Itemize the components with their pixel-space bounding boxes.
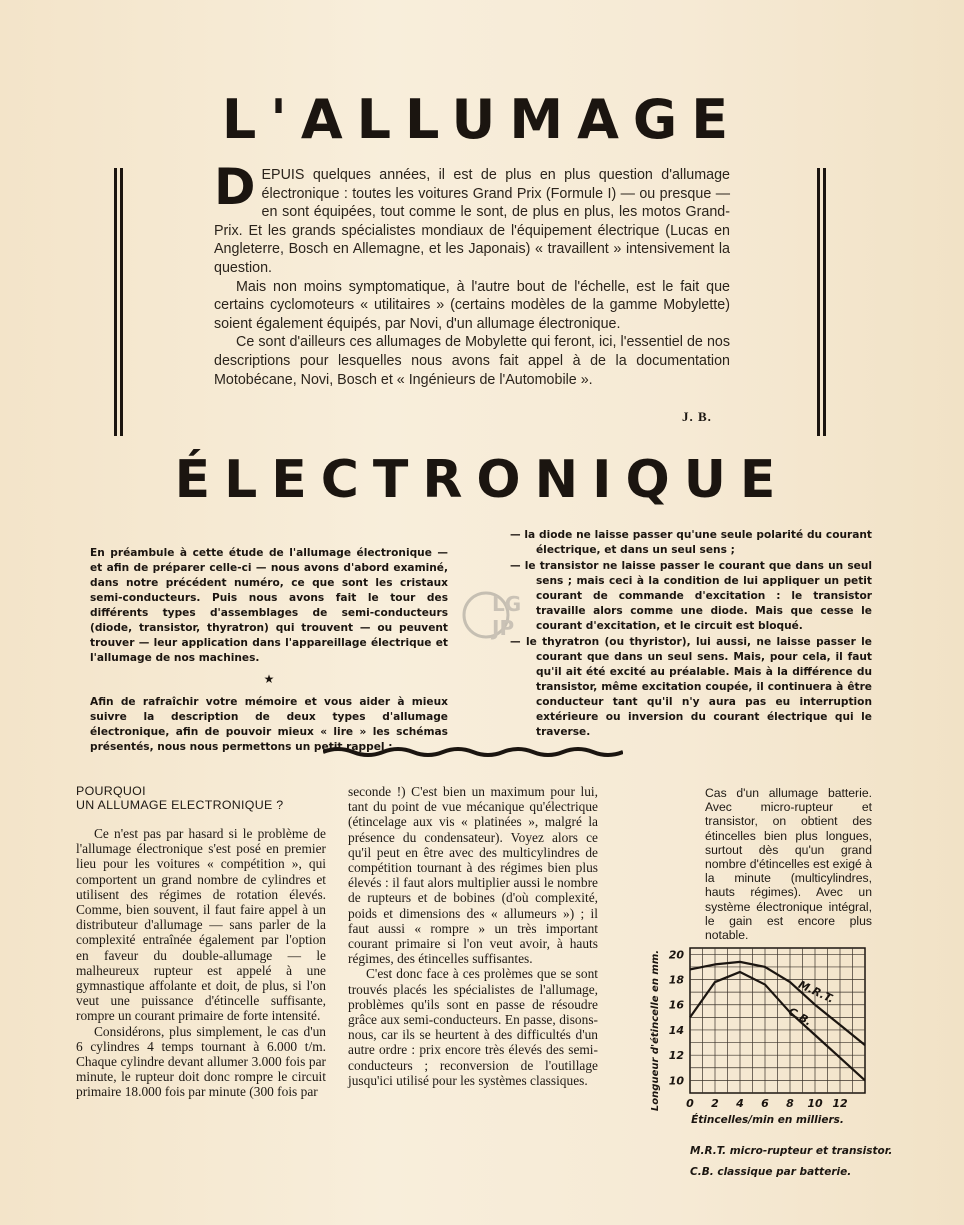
watermark-text-1: LG [492,592,522,616]
y-tick-label: 16 [668,998,684,1012]
article-column-1 [76,784,326,1100]
x-tick-label: 0 [686,1097,694,1110]
y-tick-label: 18 [668,973,684,987]
column-2-paragraph-2: C'est donc face à ces prolèmes que se sont trouvés placés les spécialistes de l'allumage, problèmes qu'ils sont en passe de résoudre grâce aux semi-conducteurs. En passe, disons-nous, car ils se heurtent à des difficultés d'un autre ordre : prix encore très élevés des semi-conducteurs ; reconversion de l'outillage jusqu'ici utilisé pour les systèmes classiques. [348,966,598,1088]
legend-mrt: M.R.T. micro-rupteur et transistor. [690,1145,893,1157]
series-label-mrt: M.R.T. [796,978,836,1006]
decorative-bars-right [817,168,827,436]
drop-cap: D [214,158,256,216]
y-axis-label: Longueur d'étincelle en mm. [650,949,661,1112]
list-item-thyratron: — le thyratron (ou thyristor), lui aussi, ne laisse passer le courant que dans un seul sens. Mais, pour cela, il faut qu'il ait été excité au préalable. Mais à la différence du transistor, même excitation coupée, il continuera à être conducteur tant qu'il n'y aura pas eu interruption extérieure ou inversion du courant électrique qui le traverse. [510,636,872,738]
preamble-paragraph-2: Afin de rafraîchir votre mémoire et vous aider à mieux suivre la description de deux types d'allumage électronique, afin de pouvoir mieux « lire » les schémas présentés, nous nous permettons un petit rappel : [90,696,448,753]
preamble-right [510,528,872,741]
x-tick-label: 8 [786,1097,794,1110]
column-1-paragraph-2: Considérons, plus simplement, le cas d'un 6 cylindres 4 temps tournant à 6.000 t/m. Chaque cylindre devant allumer 3.000 fois par minute, le rupteur doit donc rompre le circuit primaire 18.000 fois par minute (300 fois par [76,1023,326,1100]
watermark-text-2: JP [492,616,515,640]
y-tick-label: 10 [668,1074,684,1088]
intro-text [214,158,730,389]
star-separator: ★ [263,672,275,686]
watermark-logo [462,585,528,645]
figure-caption: Cas d'un allumage batterie. Avec micro-rupteur et transistor, on obtient des étincelles bien plus longues, surtout dès qu'un grand nombre d'étincelles est exigé à la minute (multicylindres, hauts régimes). Avec un système électronique intégral, le gain est encore plus notable. [705,786,872,943]
intro-p1-text: EPUIS quelques années, il est de plus en plus question d'allumage électronique : toutes les voitures Grand Prix (Formule I) — ou presque — en sont équipées, tout comme le sont, de plus en plus, les motos Grand-Prix. Et les grands spécialistes mondiaux de l'équipement électrique (Lucas en Angleterre, Bosch en Allemagne, et les Japonais) « travaillent » intensivement la question. [214,167,730,276]
x-tick-label: 2 [711,1097,719,1110]
y-tick-label: 12 [668,1049,684,1063]
x-tick-label: 12 [832,1097,848,1110]
y-tick-label: 20 [668,948,684,962]
list-item-diode: — la diode ne laisse passer qu'une seule polarité du courant électrique, et dans un seul sens ; [510,529,872,556]
x-axis-label: Étincelles/min en milliers. [691,1114,844,1126]
intro-paragraph-2: Mais non moins symptomatique, à l'autre bout de l'échelle, est le fait que certains cyclomoteurs « utilitaires » (certains modèles de la gamme Mobylette) soient également équipés, par Novi, d'un allumage électronique. [214,278,730,332]
intro-paragraph-3: Ce sont d'ailleurs ces allumages de Mobylette qui feront, ici, l'essentiel de nos descriptions pour lesquelles nous avons fait appel à de la documentation Motobécane, Novi, Bosch et « Ingénieurs de l'Automobile ». [214,334,730,388]
column-2-paragraph-1: seconde !) C'est bien un maximum pour lui, tant du point de vue mécanique qu'électrique (étincelage aux vis « platinées », malgré la présence du condensateur). Voyez alors ce qu'il peut en être avec des multicylindres de compétition tournant à des régimes bien plus élevés : il faut alors multiplier aussi le nombre de rupteurs et de bobines (d'où complexité, poids et dimensions des « allumeurs ») ; il faut aussi « rompre » un très important courant primaire si l'on veut avoir, à hauts régimes, des étincelles suffisantes. [348,784,598,967]
list-item-transistor: — le transistor ne laisse passer le courant que dans un seul sens ; mais ceci à la condition de lui appliquer un petit courant de commande d'excitation : le transistor travaille alors comme une diode. Mais que cesse le courant d'excitation, et le circuit est bloqué. [510,560,872,632]
title-bottom: ÉLECTRONIQUE [174,450,790,510]
y-tick-label: 14 [668,1023,684,1037]
x-tick-label: 4 [736,1097,744,1110]
article-heading [76,784,326,812]
intro-paragraph-1 [214,158,730,278]
legend-cb: C.B. classique par batterie. [690,1166,852,1178]
series-label-cb: C.B. [786,1004,815,1029]
x-tick-label: 10 [807,1097,823,1110]
preamble-left [90,546,448,755]
spark-length-chart [640,930,900,1140]
preamble-paragraph-1: En préambule à cette étude de l'allumage électronique — et afin de préparer celle-ci — nous avons d'abord examiné, dans notre précédent numéro, ce que sont les cristaux semi-conducteurs. Puis nous avons fait le tour des différents types d'assemblages de semi-conducteurs (diode, transistor, thyratron) qui trouvent — ou peuvent trouver — leur application dans l'appareillage électrique et l'allumage de nos machines. [90,547,448,664]
decorative-bars-left [114,168,124,436]
heading-line-2: UN ALLUMAGE ELECTRONIQUE ? [76,798,284,812]
article-column-2 [348,784,598,1088]
wave-divider [323,744,623,760]
column-1-paragraph-1: Ce n'est pas par hasard si le problème de l'allumage électronique s'est posé en premier lieu pour les voitures « compétition », qui comportent un grand nombre de cylindres et utilisent des régimes de rotation élevés. Comme, bien souvent, il faut faire appel à un distributeur d'allumage — sans parler de la complexité entraînée également par l'option en faveur du double-allumage — le malheureux rupteur est appelé à une gymnastique affolante et doit, de plus, si l'on veut une puissance d'étincelle suffisante, rompre un courant primaire de forte intensité. [76,826,326,1024]
title-top: L'ALLUMAGE [221,88,743,151]
heading-line-1: POURQUOI [76,784,146,798]
author-signature: J. B. [682,409,712,424]
x-tick-label: 6 [761,1097,769,1110]
